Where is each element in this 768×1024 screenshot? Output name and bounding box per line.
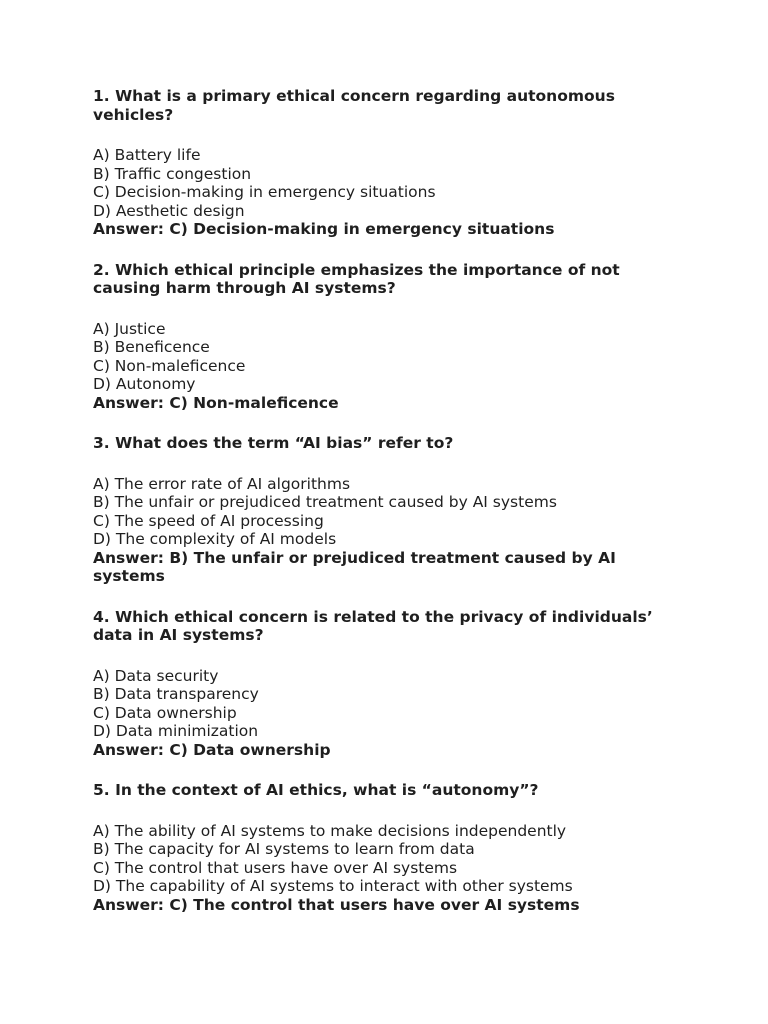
option-d: D) Data minimization [93, 722, 259, 740]
option-b: B) Beneficence [93, 338, 210, 356]
answer-text: Answer: C) Data ownership [93, 740, 331, 759]
option-c: C) The control that users have over AI systems [93, 858, 458, 877]
question-block-2 [93, 261, 683, 413]
question-block-5 [93, 781, 683, 914]
question-text: 3. What does the term “AI bias” refer to? [93, 434, 454, 452]
option-d: D) Aesthetic design [93, 201, 245, 220]
option-a: A) The ability of AI systems to make decisions independently [93, 821, 567, 840]
question-block-4 [93, 608, 683, 760]
option-c: C) Non-maleficence [93, 356, 246, 375]
option-d: D) Autonomy [93, 375, 196, 393]
answer-text: Answer: B) The unfair or prejudiced treatment caused by AI systems [93, 548, 616, 585]
option-a: A) Data security [93, 666, 219, 685]
option-a: A) The error rate of AI algorithms [93, 474, 351, 493]
option-c: C) Data ownership [93, 703, 237, 722]
option-d: D) The complexity of AI models [93, 530, 337, 548]
option-a: A) Justice [93, 319, 166, 338]
option-c: C) The speed of AI processing [93, 511, 324, 530]
answer-text: Answer: C) The control that users have over AI systems [93, 895, 580, 914]
option-b: B) The capacity for AI systems to learn from data [93, 840, 475, 858]
option-d: D) The capability of AI systems to interact with other systems [93, 877, 573, 895]
option-b: B) Traffic congestion [93, 164, 252, 183]
question-text: 2. Which ethical principle emphasizes the importance of not causing harm through AI systems? [93, 260, 620, 297]
question-text: 5. In the context of AI ethics, what is “autonomy”? [93, 781, 539, 799]
answer-text: Answer: C) Non-maleficence [93, 393, 339, 412]
option-a: A) Battery life [93, 146, 201, 164]
question-text: 1. What is a primary ethical concern regarding autonomous vehicles? [93, 87, 615, 124]
option-c: C) Decision-making in emergency situations [93, 183, 436, 201]
option-b: B) Data transparency [93, 685, 259, 703]
answer-text: Answer: C) Decision-making in emergency situations [93, 220, 555, 238]
option-b: B) The unfair or prejudiced treatment caused by AI systems [93, 493, 557, 511]
question-block-3 [93, 434, 683, 586]
question-block-1 [93, 87, 683, 239]
question-text: 4. Which ethical concern is related to the privacy of individuals’ data in AI systems? [93, 607, 653, 644]
document-page [93, 87, 683, 936]
